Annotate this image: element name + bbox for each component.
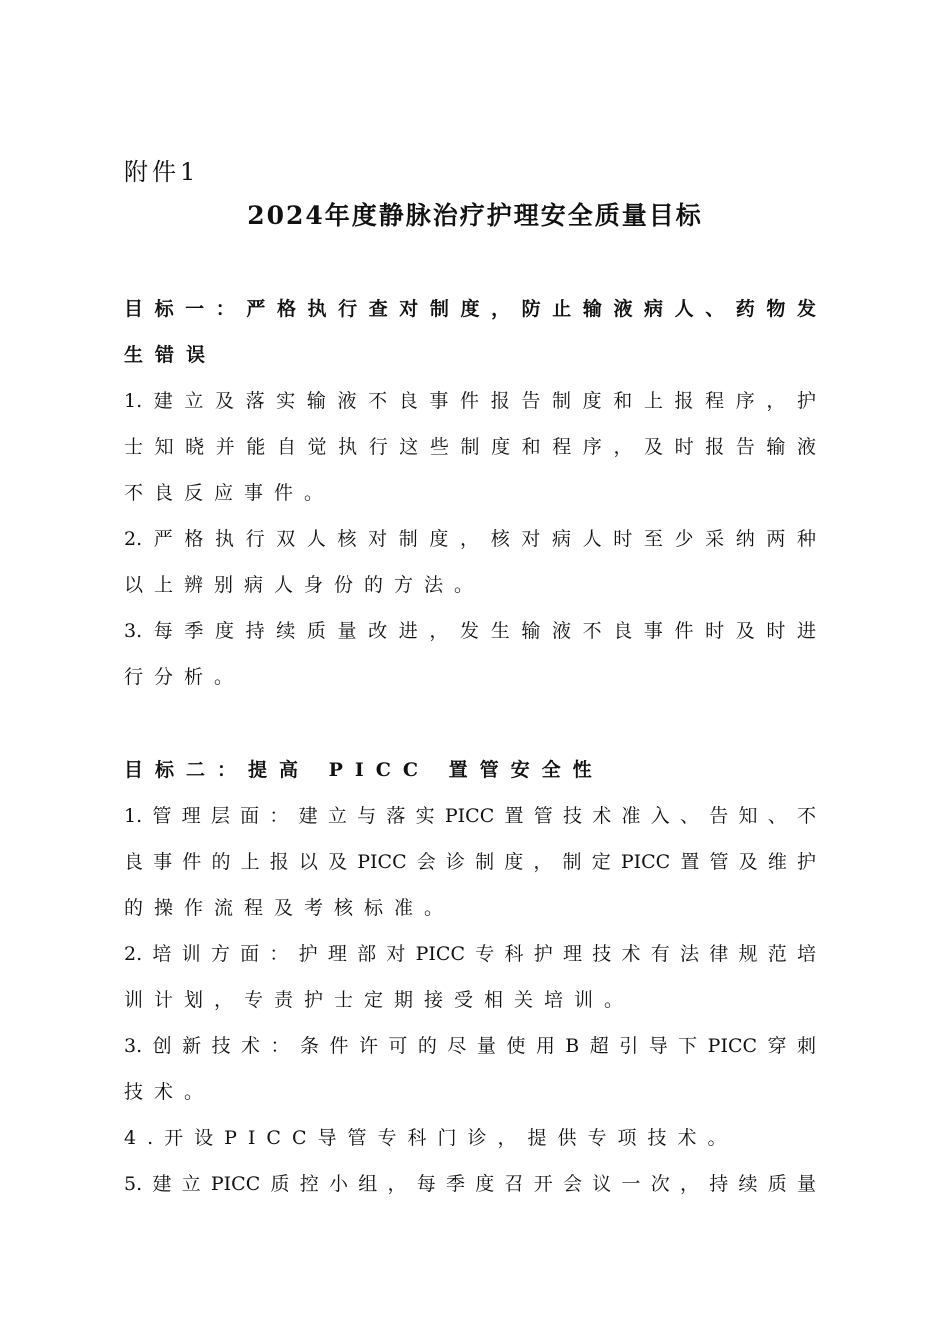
goal2-item5-line-1: 5.建立PICC质控小组，每季度召开会议一次，持续质量	[124, 1173, 816, 1195]
goal1-item1-line-1: 1.建立及落实输液不良事件报告制度和上报程序，护	[124, 390, 816, 412]
goal1-item3-line-2: 行分析。	[124, 666, 245, 688]
goal2-item1-line-2: 良事件的上报以及PICC会诊制度，制定PICC置管及维护	[124, 851, 816, 873]
goal2-item1-line-1: 1.管理层面：建立与落实PICC置管技术准入、告知、不	[124, 805, 816, 827]
goal2-heading: 目标二：提高 PICC 置管安全性	[124, 759, 604, 781]
goal1-item1-line-3: 不良反应事件。	[124, 482, 335, 504]
goal2-item3-line-2: 技术。	[124, 1081, 215, 1103]
goal1-item2-line-1: 2.严格执行双人核对制度，核对病人时至少采纳两种	[124, 528, 816, 550]
goal2-item1-line-3: 的操作流程及考核标准。	[124, 897, 455, 919]
goal2-item3-line-1: 3.创新技术：条件许可的尽量使用B超引导下PICC穿刺	[124, 1035, 816, 1057]
goal1-item1-line-2: 士知晓并能自觉执行这些制度和程序，及时报告输液	[124, 436, 816, 458]
goal2-item2-line-2: 训计划，专责护士定期接受相关培训。	[124, 989, 635, 1011]
goal1-heading-line-1: 目标一：严格执行查对制度，防止输液病人、药物发	[124, 298, 816, 320]
attachment-label: 附件1	[124, 158, 200, 186]
document-title: 2024年度静脉治疗护理安全质量目标	[247, 201, 703, 230]
goal1-item3-line-1: 3.每季度持续质量改进，发生输液不良事件时及时进	[124, 620, 816, 642]
goal1-item2-line-2: 以上辨别病人身份的方法。	[124, 574, 485, 596]
goal2-item4-line-1: 4.开设PICC导管专科门诊，提供专项技术。	[124, 1127, 738, 1149]
goal2-item2-line-1: 2.培训方面：护理部对PICC专科护理技术有法律规范培	[124, 943, 816, 965]
goal1-heading-line-2: 生错误	[124, 344, 218, 366]
